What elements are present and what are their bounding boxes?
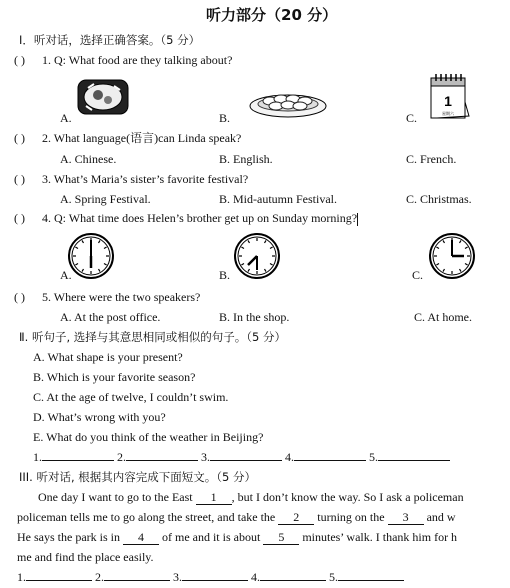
section1-heading: Ⅰ．听对话，选择正确答案。（5 分） (19, 33, 201, 47)
s2-blank-label-5: 5. (369, 450, 378, 464)
calendar-note: 星期六 (442, 111, 454, 116)
mooncake-box-image (74, 74, 132, 118)
s2-blank-3[interactable] (210, 460, 282, 461)
s2-option-b: B. Which is your favorite season? (33, 370, 196, 384)
q2-option-a[interactable]: A. Chinese. (60, 152, 117, 166)
s2-option-d: D. What’s wrong with you? (33, 410, 166, 424)
passage-line-4: me and find the place easily. (17, 550, 154, 564)
s3-blank-label-2: 2. (95, 570, 104, 584)
s3-blank-label-5: 5. (329, 570, 338, 584)
passage-3b: of me and it is about (161, 530, 261, 544)
passage-2c: and w (426, 510, 456, 524)
s3-blank-1[interactable] (26, 580, 92, 581)
q4-answer-paren[interactable]: ( ) (14, 211, 25, 225)
q2-answer-paren[interactable]: ( ) (14, 131, 25, 145)
passage-3a: He says the park is in (17, 530, 120, 544)
q3-option-a[interactable]: A. Spring Festival. (60, 192, 151, 206)
passage-blank-1[interactable]: 1 (196, 490, 232, 505)
dumplings-plate-image (248, 88, 328, 118)
q4-text: 4. Q: What time does Helen’s brother get up on Sunday morning? (42, 211, 358, 225)
q3-option-b[interactable]: B. Mid-autumn Festival. (219, 192, 337, 206)
q2-option-c[interactable]: C. French. (406, 152, 457, 166)
q4-option-a[interactable]: A. (60, 268, 72, 282)
q4-text-wrap (42, 211, 358, 226)
s3-blank-label-4: 4. (251, 570, 260, 584)
passage-blank-2[interactable]: 2 (278, 510, 314, 525)
s3-blank-label-3: 3. (173, 570, 182, 584)
passage-2a: policeman tells me to go along the street, and take the (17, 510, 276, 524)
calendar-day: 1 (444, 93, 452, 109)
q4-option-b[interactable]: B. (219, 268, 231, 282)
q1-option-c[interactable]: C. (406, 111, 418, 125)
q1-answer-paren[interactable]: ( ) (14, 53, 25, 67)
s2-blank-1[interactable] (42, 460, 114, 461)
s3-blank-5[interactable] (338, 580, 404, 581)
q1-option-a[interactable]: A. (60, 111, 72, 125)
s3-blank-4[interactable] (260, 580, 326, 581)
q5-option-a[interactable]: A. At the post office. (60, 310, 161, 324)
q5-answer-paren[interactable]: ( ) (14, 290, 25, 304)
s2-option-a: A. What shape is your present? (33, 350, 183, 364)
s2-answer-line (33, 450, 450, 464)
s2-blank-4[interactable] (294, 460, 366, 461)
clock-a-image (67, 232, 115, 280)
s2-blank-5[interactable] (378, 460, 450, 461)
q5-text: 5. Where were the two speakers? (42, 290, 201, 304)
passage-1b: , but I don’t know the way. So I ask a policeman (231, 490, 464, 504)
q3-option-c[interactable]: C. Christmas. (406, 192, 472, 206)
q5-option-b[interactable]: B. In the shop. (219, 310, 290, 324)
passage-blank-5[interactable]: 5 (263, 530, 299, 545)
q2-option-b[interactable]: B. English. (219, 152, 273, 166)
s3-blank-3[interactable] (182, 580, 248, 581)
s2-option-c-text: C. At the age of twelve, I couldn’t swim. (33, 390, 229, 404)
passage-3c: minutes’ walk. I thank him for h (302, 530, 458, 544)
passage-line-2 (17, 510, 456, 525)
q4-option-c[interactable]: C. (412, 268, 424, 282)
s2-option-c (33, 390, 228, 404)
section2-heading: Ⅱ. 听句子, 选择与其意思相同或相似的句子。（5 分） (19, 330, 287, 344)
page-title: 听力部分（20 分） (206, 6, 338, 24)
passage-blank-3[interactable]: 3 (388, 510, 424, 525)
passage-line-1 (38, 490, 464, 505)
q3-answer-paren[interactable]: ( ) (14, 172, 25, 186)
passage-1a: One day I want to go to the East (38, 490, 193, 504)
q1-option-b[interactable]: B. (219, 111, 231, 125)
clock-b-image (233, 232, 281, 280)
passage-blank-4[interactable]: 4 (123, 530, 159, 545)
s3-answer-line (17, 570, 404, 584)
passage-line-3 (17, 530, 457, 545)
clock-c-image (428, 232, 476, 280)
s2-blank-2[interactable] (126, 460, 198, 461)
section3-heading: III. 听对话, 根据其内容完成下面短文。（5 分） (19, 470, 257, 484)
q2-text: 2. What language(语言)can Linda speak? (42, 131, 242, 145)
s2-blank-label-3: 3. (201, 450, 210, 464)
s2-blank-label-4: 4. (285, 450, 294, 464)
q5-option-c[interactable]: C. At home. (414, 310, 473, 324)
passage-2b: turning on the (317, 510, 385, 524)
s2-blank-label-2: 2. (117, 450, 126, 464)
q3-text: 3. What’s Maria’s sister’s favorite festival? (42, 172, 249, 186)
s2-option-e: E. What do you think of the weather in Beijing? (33, 430, 264, 444)
q1-text: 1. Q: What food are they talking about? (42, 53, 233, 67)
s3-blank-2[interactable] (104, 580, 170, 581)
text-cursor (357, 213, 358, 226)
s3-blank-label-1: 1. (17, 570, 26, 584)
s2-blank-label-1: 1. (33, 450, 42, 464)
calendar-image (427, 72, 471, 122)
